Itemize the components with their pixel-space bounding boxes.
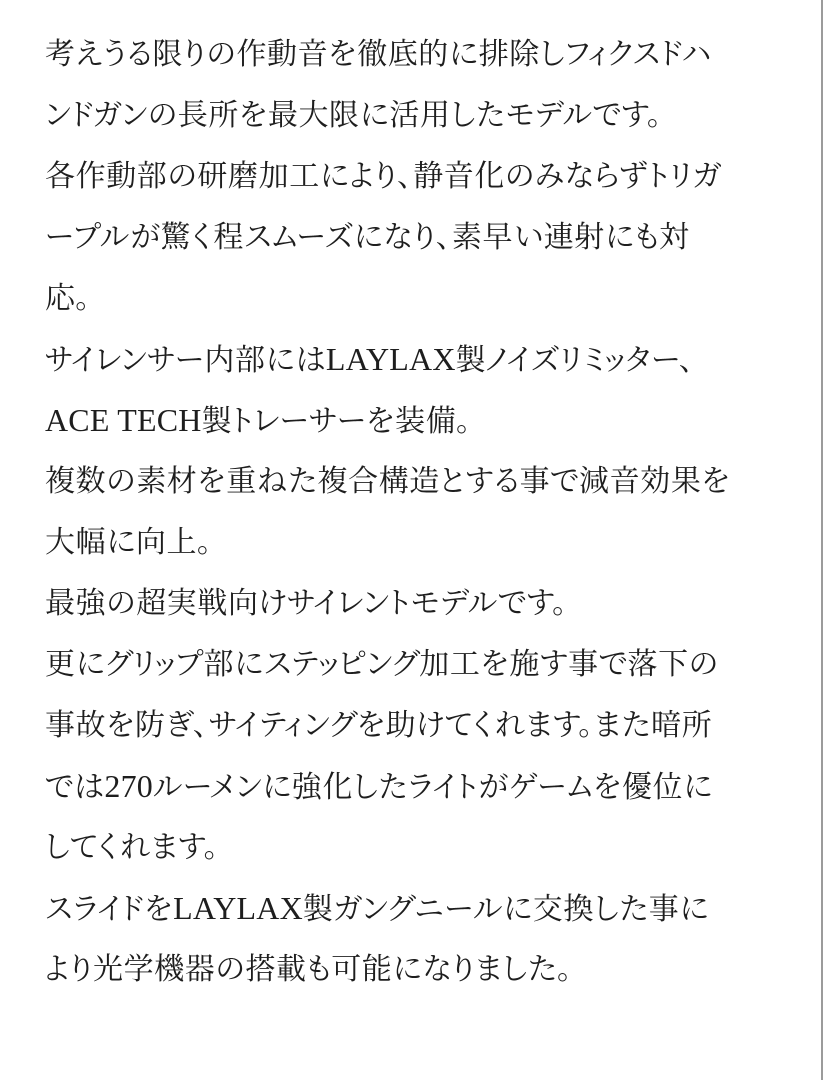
description-line <box>45 939 790 1000</box>
japanese-text-segment: 製ノイズリミッター、 <box>455 344 695 377</box>
description-line <box>45 817 790 878</box>
japanese-text-segment: スライドを <box>45 893 174 926</box>
description-line <box>45 329 790 390</box>
description-line <box>45 268 790 329</box>
japanese-text-segment: 複数の素材を重ねた複合構造とする事で減音効果を <box>45 465 731 498</box>
description-line <box>45 634 790 695</box>
japanese-text-segment: ンドガンの長所を最大限に活用したモデルです。 <box>45 99 663 132</box>
japanese-text-segment: 考えうる限りの作動音を徹底的に排除しフィクスドハ <box>45 38 712 71</box>
description-line <box>45 24 790 85</box>
cutoff-element-remnant <box>48 0 80 7</box>
latin-text-segment: LAYLAX <box>173 890 303 926</box>
description-line <box>45 878 790 939</box>
japanese-text-segment: 最強の超実戦向けサイレントモデルです。 <box>45 587 568 620</box>
description-line <box>45 695 790 756</box>
japanese-text-segment: 製トレーサーを装備。 <box>201 405 472 438</box>
description-line <box>45 85 790 146</box>
japanese-text-segment: 製ガングニールに交換した事に <box>302 893 710 926</box>
description-line <box>45 756 790 817</box>
right-border-line <box>821 0 823 1080</box>
japanese-text-segment: より光学機器の搭載も可能になりました。 <box>45 953 573 986</box>
japanese-text-segment: ープルが驚く程スムーズになり、素早い連射にも対 <box>45 221 690 254</box>
japanese-text-segment: 事故を防ぎ、サイティングを助けてくれます。また暗所 <box>45 709 713 742</box>
japanese-text-segment: ルーメンに強化したライトがゲームを優位に <box>152 771 713 804</box>
description-line <box>45 451 790 512</box>
japanese-text-segment: サイレンサー内部には <box>45 344 326 377</box>
latin-text-segment: LAYLAX <box>325 341 456 377</box>
product-description-text <box>45 24 790 1000</box>
description-line <box>45 146 790 207</box>
japanese-text-segment: では <box>45 771 105 804</box>
latin-text-segment: 270 <box>104 768 153 804</box>
japanese-text-segment: 応。 <box>45 282 92 315</box>
description-line <box>45 573 790 634</box>
japanese-text-segment: 更にグリップ部にステッピング加工を施す事で落下の <box>45 648 719 681</box>
japanese-text-segment: してくれます。 <box>45 831 220 864</box>
description-line <box>45 512 790 573</box>
description-line <box>45 207 790 268</box>
japanese-text-segment: 大幅に向上。 <box>45 526 213 559</box>
japanese-text-segment: 各作動部の研磨加工により、静音化のみならずトリガ <box>45 160 722 193</box>
latin-text-segment: ACE TECH <box>45 402 202 438</box>
description-line <box>45 390 790 451</box>
